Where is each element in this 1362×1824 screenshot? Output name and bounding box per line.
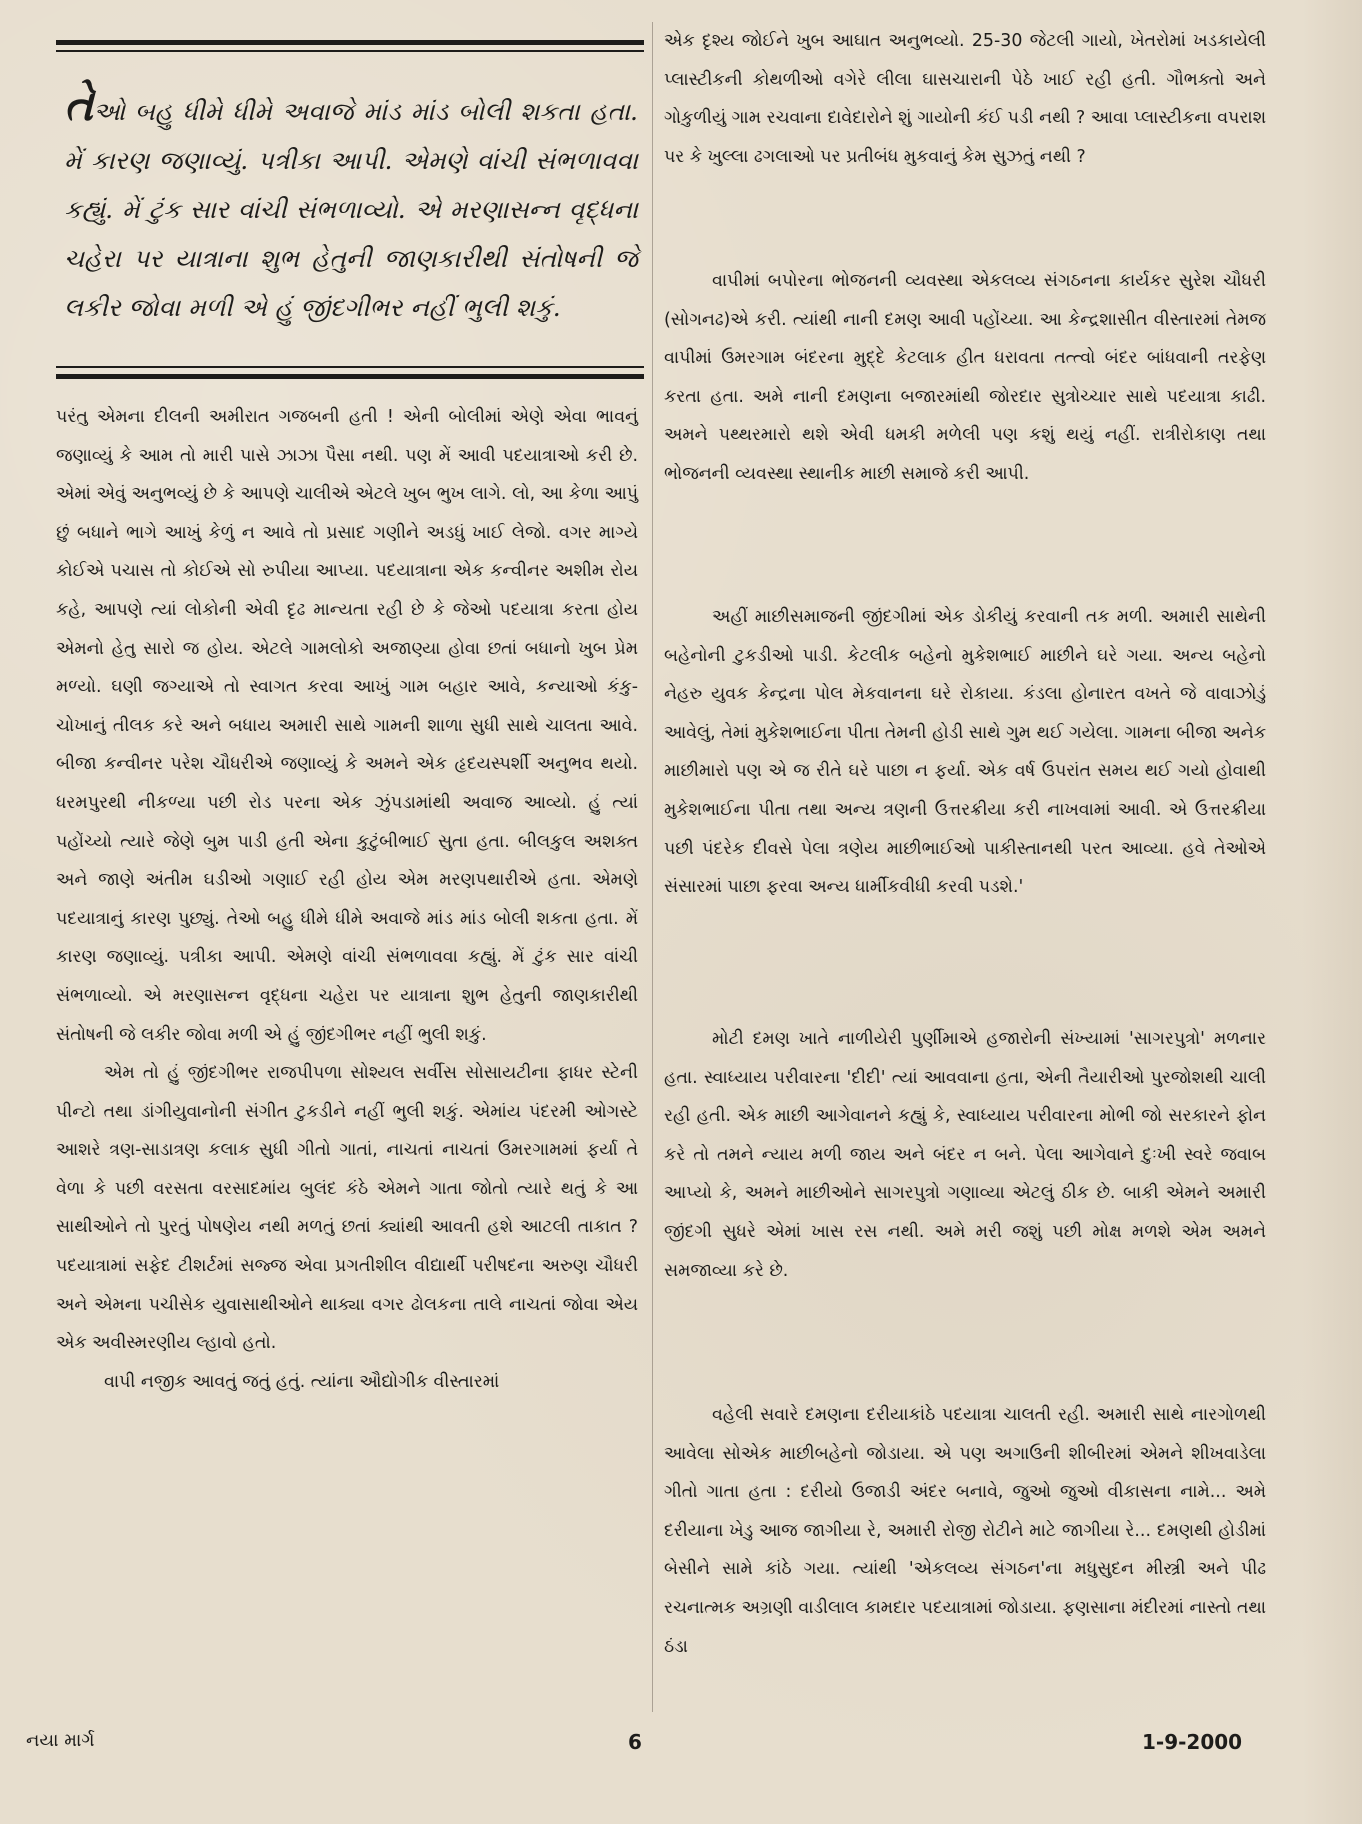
pull-quote-bottom-rule-thin bbox=[56, 366, 644, 368]
left-paragraph-2: એમ તો હું જીંદગીભર રાજપીપળા સોશ્યલ સર્વીસ સોસાયટીના ફાધર સ્ટેની પીન્ટો તથા ડાંગીયુવાનોની સંગીત ટુકડીને નહીં ભુલી શકું. એમાંય પંદરમી ઓગસ્ટે આશરે ત્રણ-સાડાત્રણ કલાક સુધી ગીતો ગાતાં, નાચતાં નાચતાં ઉમરગામમાં ફર્યા તે વેળા કે પછી વરસતા વરસાદમાંય બુલંદ કંઠે એમને ગાતા જોતો ત્યારે થતું કે આ સાથીઓને તો પુરતું પોષણેય નથી મળતું છતાં ક્યાંથી આવતી હશે આટલી તાકાત ? પદયાત્રામાં સફેદ ટીશર્ટમાં સજ્જ એવા પ્રગતીશીલ વીદ્યાર્થી પરીષદના અરુણ ચૌધરી અને એમના પચીસેક યુવાસાથીઓને થાક્યા વગર ઢોલકના તાલે નાચતાં જોવા એય એક અવીસ્મરણીય લ્હાવો હતો. bbox=[56, 1063, 638, 1354]
right-paragraph-1: એક દૃશ્ય જોઈને ખુબ આઘાત અનુભવ્યો. 25-30 જેટલી ગાયો, ખેતરોમાં ખડકાયેલી પ્લાસ્ટીકની કોથળીઓ વગેરે લીલા ઘાસચારાની પેઠે ખાઈ રહી હતી. ગૌભક્તો અને ગોકુળીયું ગામ રચવાના દાવેદારોને શું ગાયોની કંઈ પડી નથી ? આવા પ્લાસ્ટીકના વપરાશ પર કે ખુલ્લા ઢગલાઓ પર પ્રતીબંધ મુકવાનું કેમ સુઝતું નથી ? bbox=[664, 31, 1266, 167]
page-edge-shading bbox=[1302, 0, 1362, 1824]
left-paragraph-1: પરંતુ એમના દીલની અમીરાત ગજબની હતી ! એની બોલીમાં એણે એવા ભાવનું જણાવ્યું કે આમ તો મારી પાસે ઝાઝા પૈસા નથી. પણ મેં આવી પદયાત્રાઓ કરી છે. એમાં એવું અનુભવ્યું છે કે આપણે ચાલીએ એટલે ખુબ ભુખ લાગે. લો, આ કેળા આપું છું બધાને ભાગે આખું કેળું ન આવે તો પ્રસાદ ગણીને અડધું ખાઈ લેજો. વગર માગ્યે કોઈએ પચાસ તો કોઈએ સો રુપીયા આપ્યા. પદયાત્રાના એક કન્વીનર અશીમ રોય કહે, આપણે ત્યાં લોકોની એવી દૃઢ માન્યતા રહી છે કે જેઓ પદયાત્રા કરતા હોય એમનો હેતુ સારો જ હોય. એટલે ગામલોકો અજાણ્યા હોવા છતાં બધાનો ખુબ પ્રેમ મળ્યો. ઘણી જગ્યાએ તો સ્વાગત કરવા આખું ગામ બહાર આવે, કન્યાઓ કંકુ-ચોખાનું તીલક કરે અને બધાય અમારી સાથે ગામની શાળા સુધી સાથે ચાલતા આવે. બીજા કન્વીનર પરેશ ચૌધરીએ જણાવ્યું કે અમને એક હૃદયસ્પર્શી અનુભવ થયો. ધરમપુરથી નીકળ્યા પછી રોડ પરના એક ઝુંપડામાંથી અવાજ આવ્યો. હું ત્યાં પહોંચ્યો ત્યારે જેણે બુમ પાડી હતી એના કુટુંબીભાઈ સુતા હતા. બીલકુલ અશક્ત અને જાણે અંતીમ ઘડીઓ ગણાઈ રહી હોય એમ મરણપથારીએ હતા. એમણે પદયાત્રાનું કારણ પુછ્યું. તેઓ બહુ ધીમે ધીમે અવાજે માંડ માંડ બોલી શકતા હતા. મેં કારણ જણાવ્યું. પત્રીકા આપી. એમણે વાંચી સંભળાવવા કહ્યું. મેં ટુંક સાર વાંચી સંભળાવ્યો. એ મરણાસન્ન વૃદ્ધના ચહેરા પર યાત્રાના શુભ હેતુની જાણકારીથી સંતોષની જે લકીર જોવા મળી એ હું જીંદગીભર નહીં ભુલી શકું. bbox=[56, 407, 638, 1045]
right-paragraph-5: વહેલી સવારે દમણના દરીયાકાંઠે પદયાત્રા ચાલતી રહી. અમારી સાથે નારગોળથી આવેલા સોએક માછીબહેનો જોડાયા. એ પણ અગાઉની શીબીરમાં એમને શીખવાડેલા ગીતો ગાતા હતા : દરીયો ઉજાડી અંદર બનાવે, જુઓ જુઓ વીકાસના નામે... અમે દરીયાના ખેડુ આજ જાગીયા રે, અમારી રોજી રોટીને માટે જાગીયા રે... દમણથી હોડીમાં બેસીને સામે કાંઠે ગયા. ત્યાંથી 'એકલવ્ય સંગઠન'ના મધુસુદન મીસ્ત્રી અને પીઢ રચનાત્મક અગ્રણી વાડીલાલ કામદાર પદયાત્રામાં જોડાયા. ફણસાના મંદીરમાં નાસ્તો તથા ઠંડા bbox=[664, 1405, 1266, 1657]
pull-quote-top-rule-thin bbox=[56, 50, 644, 52]
pull-quote-text: ઓ બહુ ધીમે ધીમે અવાજે માંડ માંડ બોલી શકતા હતા. મેં કારણ જણાવ્યું. પત્રીકા આપી. એમણે વાંચી સંભળાવવા કહ્યું. મેં ટુંક સાર વાંચી સંભળાવ્યો. એ મરણાસન્ન વૃદ્ધના ચહેરા પર યાત્રાના શુભ હેતુની જાણકારીથી સંતોષની જે લકીર જોવા મળી એ હું જીંદગીભર નહીં ભુલી શકું. bbox=[64, 97, 638, 322]
right-paragraph-4-block bbox=[664, 1020, 1266, 1290]
pull-quote-top-rule bbox=[56, 40, 644, 45]
left-column-body bbox=[56, 398, 638, 1401]
right-paragraph-5-block bbox=[664, 1396, 1266, 1666]
right-paragraph-3-block bbox=[664, 598, 1266, 907]
pull-quote-dropcap: તે bbox=[64, 80, 94, 131]
right-paragraph-1-block bbox=[664, 22, 1266, 176]
column-divider bbox=[652, 22, 653, 1712]
left-paragraph-3: વાપી નજીક આવતું જતું હતું. ત્યાંના ઔદ્યોગીક વીસ્તારમાં bbox=[104, 1371, 500, 1392]
pull-quote-bottom-rule bbox=[56, 374, 644, 379]
issue-date: 1-9-2000 bbox=[1142, 1730, 1243, 1754]
page-number: 6 bbox=[628, 1730, 642, 1754]
right-paragraph-2-block bbox=[664, 262, 1266, 494]
publication-name: નયા માર્ગ bbox=[26, 1730, 95, 1751]
pull-quote bbox=[64, 80, 638, 332]
right-paragraph-2: વાપીમાં બપોરના ભોજનની વ્યવસ્થા એકલવ્ય સંગઠનના કાર્યકર સુરેશ ચૌધરી (સોગનઢ)એ કરી. ત્યાંથી નાની દમણ આવી પહોંચ્યા. આ કેન્દ્રશાસીત વીસ્તારમાં તેમજ વાપીમાં ઉમરગામ બંદરના મુદ્દે કેટલાક હીત ધરાવતા તત્ત્વો બંદર બાંધવાની તરફેણ કરતા હતા. અમે નાની દમણના બજારમાંથી જોરદાર સુત્રોચ્ચાર સાથે પદયાત્રા કાઢી. અમને પથ્થરમારો થશે એવી ધમકી મળેલી પણ કશું થયું નહીં. રાત્રીરોકાણ તથા ભોજનની વ્યવસ્થા સ્થાનીક માછી સમાજે કરી આપી. bbox=[664, 271, 1266, 484]
right-paragraph-4: મોટી દમણ ખાતે નાળીયેરી પુર્ણીમાએ હજારોની સંખ્યામાં 'સાગરપુત્રો' મળનાર હતા. સ્વાધ્યાય પરીવારના 'દીદી' ત્યાં આવવાના હતા, એની તૈયારીઓ પુરજોશથી ચાલી રહી હતી. એક માછી આગેવાનને કહ્યું કે, સ્વાધ્યાય પરીવારના મોભી જો સરકારને ફોન કરે તો તમને ન્યાય મળી જાય અને બંદર ન બને. પેલા આગેવાને દુઃખી સ્વરે જવાબ આપ્યો કે, અમને માછીઓને સાગરપુત્રો ગણાવ્યા એટલું ઠીક છે. બાકી એમને અમારી જીંદગી સુધરે એમાં ખાસ રસ નથી. અમે મરી જશું પછી મોક્ષ મળશે એમ અમને સમજાવ્યા કરે છે. bbox=[664, 1029, 1266, 1281]
right-paragraph-3: અહીં માછીસમાજની જીંદગીમાં એક ડોકીયું કરવાની તક મળી. અમારી સાથેની બહેનોની ટુકડીઓ પાડી. કેટલીક બહેનો મુકેશભાઈ માછીને ઘરે ગયા. અન્ય બહેનો નેહરુ યુવક કેન્દ્રના પોલ મેકવાનના ઘરે રોકાયા. કંડલા હોનારત વખતે જે વાવાઝોડું આવેલું, તેમાં મુકેશભાઈના પીતા તેમની હોડી સાથે ગુમ થઈ ગયેલા. ગામના બીજા અનેક માછીમારો પણ એ જ રીતે ઘરે પાછા ન ફર્યા. એક વર્ષ ઉપરાંત સમય થઈ ગયો હોવાથી મુકેશભાઈના પીતા તથા અન્ય ત્રણની ઉત્તરક્રીયા કરી નાખવામાં આવી. એ ઉત્તરક્રીયા પછી પંદરેક દીવસે પેલા ત્રણેય માછીભાઈઓ પાકીસ્તાનથી પરત આવ્યા. હવે તેઓએ સંસારમાં પાછા ફરવા અન્ય ધાર્મીકવીધી કરવી પડશે.' bbox=[664, 607, 1266, 898]
